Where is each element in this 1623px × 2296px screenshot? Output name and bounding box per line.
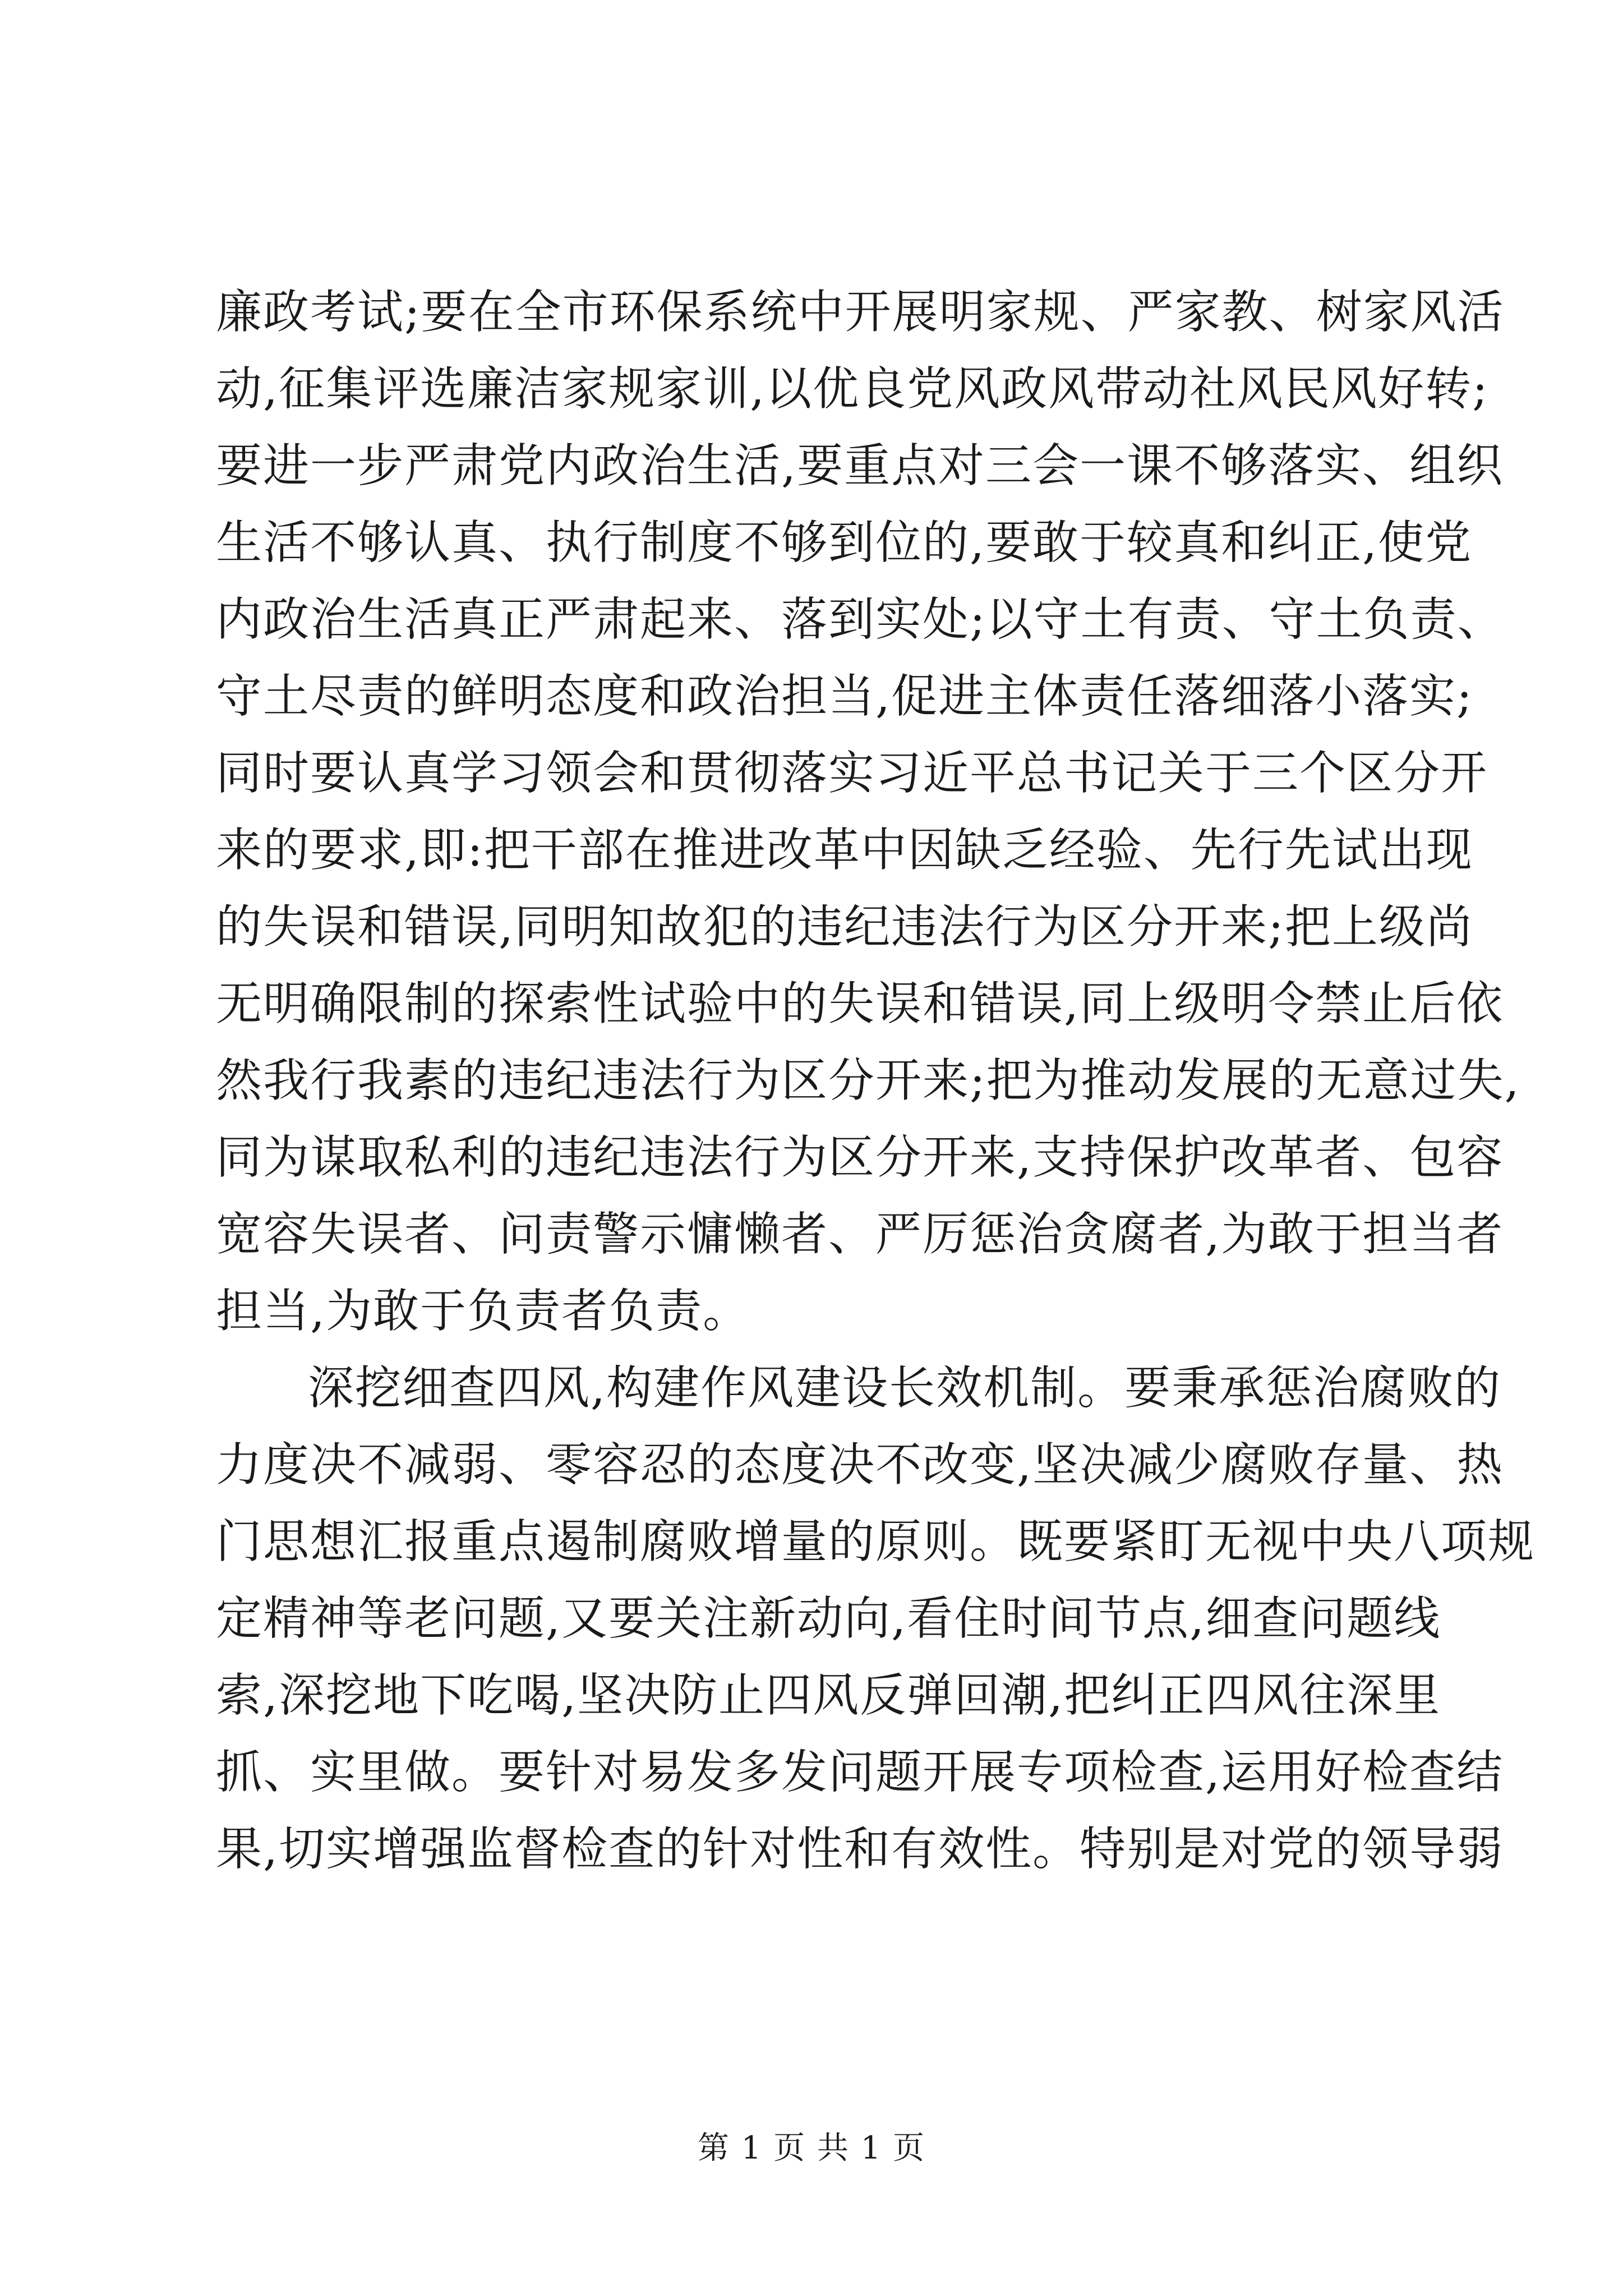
text-line: 然我行我素的违纪违法行为区分开来;把为推动发展的无意过失, [216,1054,1520,1107]
paragraph-start-line: 深挖细查四风,构建作风建设长效机制。要秉承惩治腐败的 [308,1361,1502,1415]
text-line: 廉政考试;要在全市环保系统中开展明家规、严家教、树家风活 [216,286,1505,339]
text-line: 生活不够认真、执行制度不够到位的,要敢于较真和纠正,使党 [216,516,1473,569]
text-line: 动,征集评选廉洁家规家训,以优良党风政风带动社风民风好转; [216,362,1489,416]
text-line: 果,切实增强监督检查的针对性和有效性。特别是对党的领导弱 [216,1823,1504,1876]
paragraph-end-line: 担当,为敢于负责者负责。 [216,1285,750,1338]
text-line: 的失误和错误,同明知故犯的违纪违法行为区分开来;把上级尚 [216,900,1473,954]
text-line: 要进一步严肃党内政治生活,要重点对三会一课不够落实、组织 [216,439,1504,493]
text-line: 同为谋取私利的违纪违法行为区分开来,支持保护改革者、包容 [216,1131,1504,1184]
text-line: 定精神等老问题,又要关注新动向,看住时间节点,细查问题线 [216,1592,1441,1645]
text-line: 来的要求,即:把干部在推进改革中因缺乏经验、先行先试出现 [216,823,1473,877]
text-line: 无明确限制的探索性试验中的失误和错误,同上级明令禁止后依 [216,977,1504,1030]
text-line: 门思想汇报重点遏制腐败增量的原则。既要紧盯无视中央八项规 [216,1515,1536,1568]
text-line: 抓、实里做。要针对易发多发问题开展专项检查,运用好检查结 [216,1746,1504,1799]
document-body [216,274,1536,1888]
text-line: 索,深挖地下吃喝,坚决防止四风反弹回潮,把纠正四风往深里 [216,1669,1441,1722]
text-line: 力度决不减弱、零容忍的态度决不改变,坚决减少腐败存量、热 [216,1438,1504,1492]
text-line: 同时要认真学习领会和贯彻落实习近平总书记关于三个区分开 [216,747,1488,800]
text-line: 宽容失误者、问责警示慵懒者、严厉惩治贪腐者,为敢于担当者 [216,1208,1504,1261]
text-line: 守土尽责的鲜明态度和政治担当,促进主体责任落细落小落实; [216,670,1473,723]
page-number-footer: 第 1 页 共 1 页 [697,2130,926,2166]
text-line: 内政治生活真正严肃起来、落到实处;以守土有责、守土负责、 [216,593,1505,646]
